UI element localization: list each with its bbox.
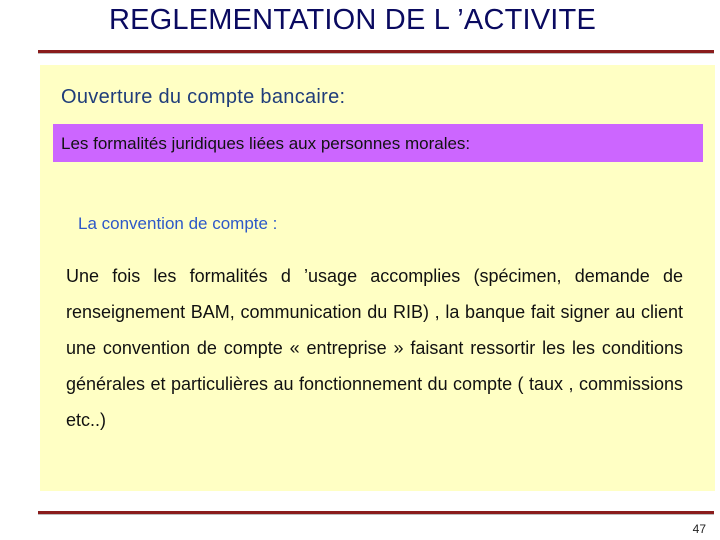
- page-number: 47: [692, 522, 706, 536]
- section-subtitle: Ouverture du compte bancaire:: [61, 86, 346, 108]
- convention-heading: La convention de compte :: [78, 214, 278, 233]
- bottom-divider-shadow: [38, 514, 714, 515]
- slide-title: REGLEMENTATION DE L ’ACTIVITE: [108, 4, 597, 36]
- body-paragraph: Une fois les formalités d ’usage accomplies (spécimen, demande de renseignement BAM, communication du RIB) , la banque fait signer au client une convention de compte « entreprise » faisant ressortir les les conditions générales et particulières au fonctionnement du compte ( taux , commissions etc..): [66, 266, 683, 430]
- highlight-band-text: Les formalités juridiques liées aux personnes morales:: [61, 134, 471, 153]
- top-divider-shadow: [38, 53, 714, 54]
- highlight-band: [53, 124, 703, 162]
